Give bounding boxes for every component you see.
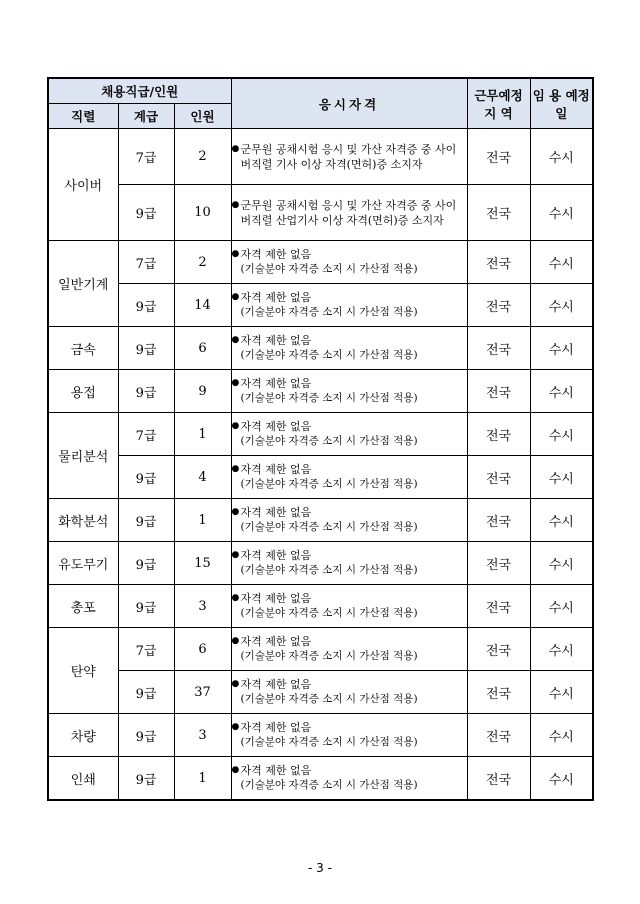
count-cell: 6 xyxy=(174,628,231,671)
bullet-icon: ● xyxy=(231,679,240,689)
qualification-text: 자격 제한 없음 xyxy=(240,291,312,304)
bullet-icon: ● xyxy=(231,143,240,154)
qualification-text: 자격 제한 없음 xyxy=(240,420,312,433)
qualification-note: (기술분야 자격증 소지 시 가산점 적용) xyxy=(240,435,418,447)
qualification-cell xyxy=(231,671,467,714)
qualification-note: (기술분야 자격증 소지 시 가산점 적용) xyxy=(240,263,418,275)
region-cell: 전국 xyxy=(467,327,530,370)
table-row xyxy=(48,757,593,801)
date-cell: 수시 xyxy=(530,542,593,585)
qualification-text: 자격 제한 없음 xyxy=(240,377,312,390)
table-row xyxy=(48,241,593,284)
qualification-note: (기술분야 자격증 소지 시 가산점 적용) xyxy=(240,736,418,748)
header-count: 인원 xyxy=(174,104,231,129)
region-cell: 전국 xyxy=(467,542,530,585)
table-row xyxy=(48,499,593,542)
region-cell: 전국 xyxy=(467,499,530,542)
grade-cell: 9급 xyxy=(118,714,174,757)
grade-cell: 9급 xyxy=(118,757,174,801)
count-cell: 15 xyxy=(174,542,231,585)
count-cell: 2 xyxy=(174,241,231,284)
bullet-icon: ● xyxy=(231,636,240,646)
table-row xyxy=(48,284,593,327)
count-cell: 3 xyxy=(174,585,231,628)
qualification-cell xyxy=(231,542,467,585)
qualification-note: (기술분야 자격증 소지 시 가산점 적용) xyxy=(240,478,418,490)
table-row xyxy=(48,542,593,585)
qualification-text: 자격 제한 없음 xyxy=(240,721,312,734)
header-field: 직렬 xyxy=(48,104,118,129)
grade-cell: 7급 xyxy=(118,129,174,185)
table-row xyxy=(48,671,593,714)
table-row xyxy=(48,456,593,499)
qualification-text: 자격 제한 없음 xyxy=(240,592,312,605)
grade-cell: 9급 xyxy=(118,671,174,714)
table-row xyxy=(48,413,593,456)
qualification-cell xyxy=(231,129,467,185)
date-cell: 수시 xyxy=(530,129,593,185)
date-cell: 수시 xyxy=(530,499,593,542)
qualification-cell xyxy=(231,714,467,757)
region-cell: 전국 xyxy=(467,714,530,757)
table-row xyxy=(48,714,593,757)
field-cell: 일반기계 xyxy=(48,241,118,327)
field-cell: 화학분석 xyxy=(48,499,118,542)
qualification-note: (기술분야 자격증 소지 시 가산점 적용) xyxy=(240,693,418,705)
field-cell: 용접 xyxy=(48,370,118,413)
table-row xyxy=(48,628,593,671)
bullet-icon: ● xyxy=(231,765,240,775)
bullet-icon: ● xyxy=(231,464,240,474)
qualification-cell xyxy=(231,370,467,413)
qualification-text: 군무원 공채시험 응시 및 가산 자격증 중 사이버직렬 기사 이상 자격(면허)증 소지자 xyxy=(240,142,457,171)
region-cell: 전국 xyxy=(467,671,530,714)
bullet-icon: ● xyxy=(231,292,240,302)
grade-cell: 9급 xyxy=(118,456,174,499)
region-cell: 전국 xyxy=(467,628,530,671)
table-row xyxy=(48,327,593,370)
qualification-cell xyxy=(231,413,467,456)
grade-cell: 7급 xyxy=(118,628,174,671)
qualification-note: (기술분야 자격증 소지 시 가산점 적용) xyxy=(240,521,418,533)
date-cell: 수시 xyxy=(530,284,593,327)
qualification-text: 자격 제한 없음 xyxy=(240,463,312,476)
date-cell: 수시 xyxy=(530,370,593,413)
field-cell: 사이버 xyxy=(48,129,118,241)
count-cell: 14 xyxy=(174,284,231,327)
grade-cell: 7급 xyxy=(118,241,174,284)
qualification-note: (기술분야 자격증 소지 시 가산점 적용) xyxy=(240,650,418,662)
header-qualification: 응시자격 xyxy=(231,78,467,129)
qualification-text: 자격 제한 없음 xyxy=(240,678,312,691)
qualification-cell xyxy=(231,456,467,499)
bullet-icon: ● xyxy=(231,421,240,431)
bullet-icon: ● xyxy=(231,249,240,259)
field-cell: 인쇄 xyxy=(48,757,118,801)
qualification-cell xyxy=(231,585,467,628)
region-cell: 전국 xyxy=(467,284,530,327)
header-position-group: 채용직급/인원 xyxy=(48,78,231,104)
date-cell: 수시 xyxy=(530,628,593,671)
grade-cell: 9급 xyxy=(118,284,174,327)
qualification-note: (기술분야 자격증 소지 시 가산점 적용) xyxy=(240,607,418,619)
region-cell: 전국 xyxy=(467,370,530,413)
recruitment-table xyxy=(47,77,594,801)
table-row xyxy=(48,129,593,185)
region-cell: 전국 xyxy=(467,129,530,185)
grade-cell: 9급 xyxy=(118,542,174,585)
bullet-icon: ● xyxy=(231,722,240,732)
date-cell: 수시 xyxy=(530,413,593,456)
qualification-note: (기술분야 자격증 소지 시 가산점 적용) xyxy=(240,392,418,404)
qualification-cell xyxy=(231,628,467,671)
count-cell: 1 xyxy=(174,757,231,801)
qualification-text: 자격 제한 없음 xyxy=(240,549,312,562)
region-cell: 전국 xyxy=(467,241,530,284)
qualification-text: 군무원 공채시험 응시 및 가산 자격증 중 사이버직렬 산업기사 이상 자격(면허)증 소지자 xyxy=(240,198,457,227)
region-cell: 전국 xyxy=(467,585,530,628)
qualification-cell xyxy=(231,284,467,327)
bullet-icon: ● xyxy=(231,507,240,517)
region-cell: 전국 xyxy=(467,413,530,456)
count-cell: 2 xyxy=(174,129,231,185)
bullet-icon: ● xyxy=(231,593,240,603)
field-cell: 유도무기 xyxy=(48,542,118,585)
grade-cell: 9급 xyxy=(118,327,174,370)
count-cell: 1 xyxy=(174,413,231,456)
table-row xyxy=(48,370,593,413)
qualification-cell xyxy=(231,757,467,801)
date-cell: 수시 xyxy=(530,671,593,714)
field-cell: 물리분석 xyxy=(48,413,118,499)
grade-cell: 9급 xyxy=(118,499,174,542)
region-cell: 전국 xyxy=(467,185,530,241)
qualification-text: 자격 제한 없음 xyxy=(240,764,312,777)
grade-cell: 9급 xyxy=(118,585,174,628)
grade-cell: 9급 xyxy=(118,185,174,241)
qualification-note: (기술분야 자격증 소지 시 가산점 적용) xyxy=(240,779,418,791)
grade-cell: 9급 xyxy=(118,370,174,413)
field-cell: 차량 xyxy=(48,714,118,757)
field-cell: 탄약 xyxy=(48,628,118,714)
qualification-cell xyxy=(231,499,467,542)
date-cell: 수시 xyxy=(530,456,593,499)
region-cell: 전국 xyxy=(467,757,530,801)
qualification-text: 자격 제한 없음 xyxy=(240,248,312,261)
qualification-cell xyxy=(231,327,467,370)
qualification-text: 자격 제한 없음 xyxy=(240,635,312,648)
date-cell: 수시 xyxy=(530,327,593,370)
date-cell: 수시 xyxy=(530,757,593,801)
date-cell: 수시 xyxy=(530,585,593,628)
count-cell: 37 xyxy=(174,671,231,714)
count-cell: 10 xyxy=(174,185,231,241)
count-cell: 9 xyxy=(174,370,231,413)
region-cell: 전국 xyxy=(467,456,530,499)
bullet-icon: ● xyxy=(231,550,240,560)
field-cell: 금속 xyxy=(48,327,118,370)
bullet-icon: ● xyxy=(231,335,240,345)
header-appointment-date: 임 용 예정일 xyxy=(530,78,593,129)
grade-cell: 7급 xyxy=(118,413,174,456)
qualification-note: (기술분야 자격증 소지 시 가산점 적용) xyxy=(240,564,418,576)
header-region: 근무예정 지 역 xyxy=(467,78,530,129)
count-cell: 1 xyxy=(174,499,231,542)
count-cell: 6 xyxy=(174,327,231,370)
qualification-text: 자격 제한 없음 xyxy=(240,334,312,347)
table-row xyxy=(48,585,593,628)
qualification-text: 자격 제한 없음 xyxy=(240,506,312,519)
count-cell: 3 xyxy=(174,714,231,757)
date-cell: 수시 xyxy=(530,185,593,241)
field-cell: 총포 xyxy=(48,585,118,628)
bullet-icon: ● xyxy=(231,378,240,388)
date-cell: 수시 xyxy=(530,714,593,757)
table-row xyxy=(48,185,593,241)
date-cell: 수시 xyxy=(530,241,593,284)
header-grade: 계급 xyxy=(118,104,174,129)
count-cell: 4 xyxy=(174,456,231,499)
qualification-cell xyxy=(231,241,467,284)
qualification-note: (기술분야 자격증 소지 시 가산점 적용) xyxy=(240,306,418,318)
page-number: - 3 - xyxy=(308,861,332,875)
qualification-cell xyxy=(231,185,467,241)
bullet-icon: ● xyxy=(231,199,240,210)
qualification-note: (기술분야 자격증 소지 시 가산점 적용) xyxy=(240,349,418,361)
